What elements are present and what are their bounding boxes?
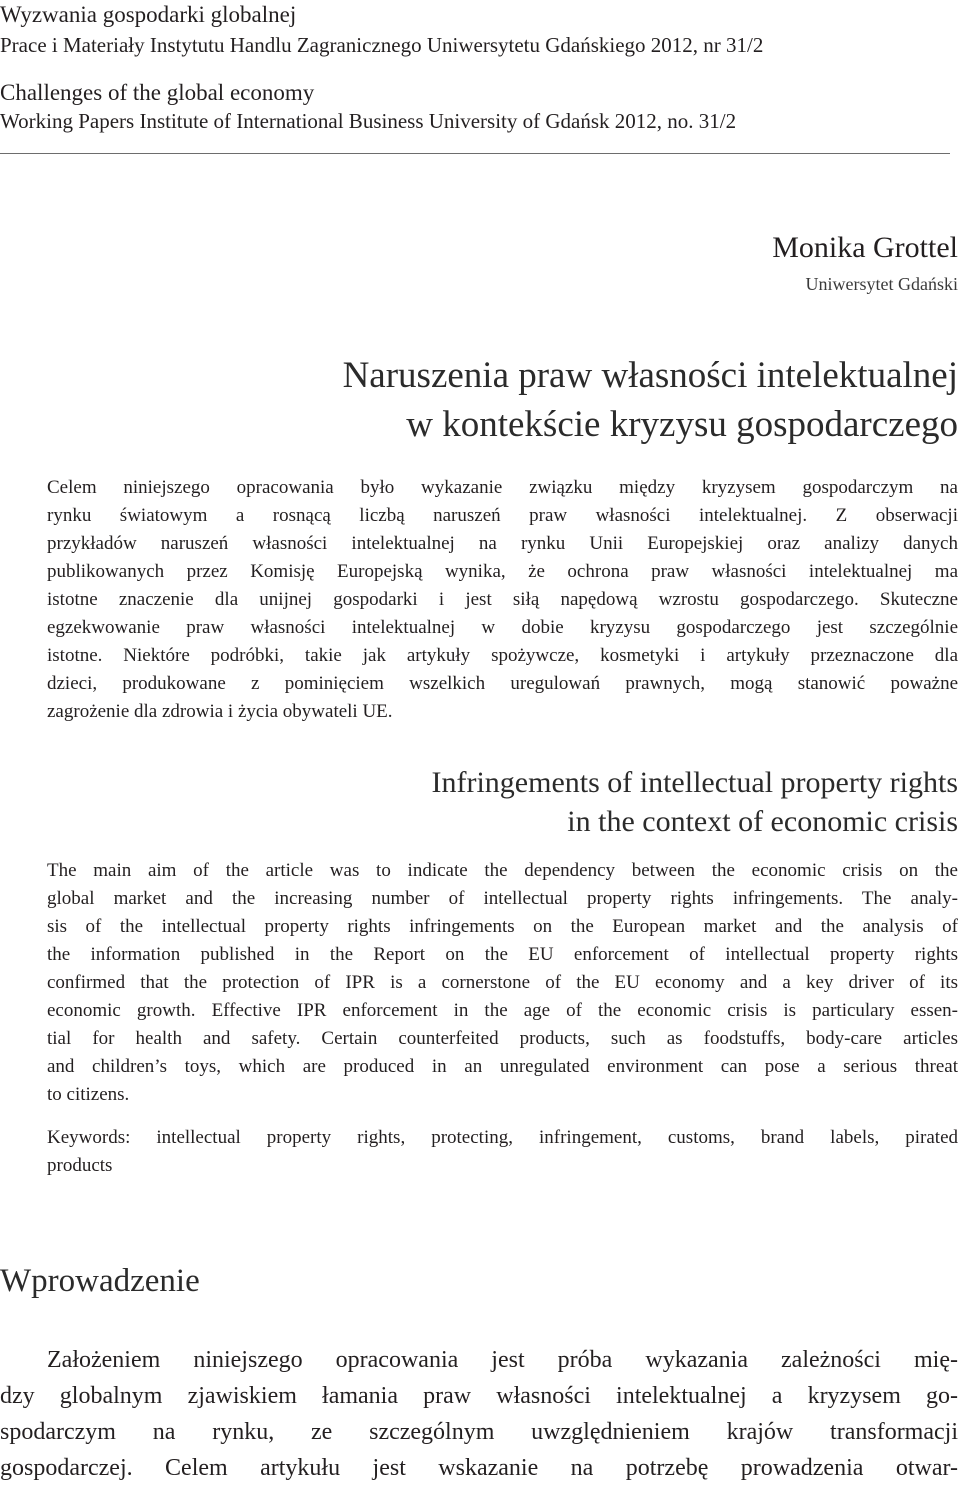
author-affiliation: Uniwersytet Gdański <box>805 274 958 294</box>
abstract-en-line: and children’s toys, which are produced in an unregulated environment can pose a serious threat <box>47 1056 958 1077</box>
title-pl-line: Naruszenia praw własności intelektualnej <box>342 355 958 396</box>
body-line: spodarczym na rynku, ze szczególnym uwzględnieniem krajów transformacji <box>0 1419 958 1445</box>
author-name: Monika Grottel <box>772 231 958 264</box>
abstract-en-line: to citizens. <box>47 1084 130 1105</box>
article-title-en <box>0 763 958 841</box>
body-line: Założeniem niniejszego opracowania jest próba wykazania zależności mię- <box>47 1347 958 1373</box>
section-heading: Wprowadzenie <box>0 1263 200 1299</box>
title-en-line: Infringements of intellectual property rights <box>431 766 958 799</box>
abstract-pl-line: egzekwowanie praw własności intelektualnej w dobie kryzysu gospodarczego jest szczególnie <box>47 617 958 638</box>
abstract-pl-line: dzieci, produkowane z pominięciem wszelkich uregulowań prawnych, mogą stanowić poważne <box>47 673 958 694</box>
title-en-line: in the context of economic crisis <box>567 805 958 838</box>
abstract-en-line: the information published in the Report on the EU enforcement of intellectual property rights <box>47 944 958 965</box>
keywords <box>47 1124 958 1180</box>
abstract-pl-line: rynku światowym a rosnącą liczbą naruszeń praw własności intelektualnej. Z obserwacji <box>47 505 958 526</box>
journal-title-en: Challenges of the global economy <box>0 80 315 105</box>
series-title-en: Working Papers Institute of International Business University of Gdańsk 2012, no. 31/2 <box>0 109 737 133</box>
abstract-pl <box>47 474 958 726</box>
abstract-en-line: The main aim of the article was to indicate the dependency between the economic crisis on the <box>47 860 958 881</box>
abstract-en-line: tial for health and safety. Certain counterfeited products, such as foodstuffs, body-care articles <box>47 1028 958 1049</box>
abstract-pl-line: istotne znaczenie dla unijnej gospodarki i jest siłą napędową wzrostu gospodarczego. Skuteczne <box>47 589 958 610</box>
keywords-line: products <box>47 1155 113 1176</box>
abstract-en-line: global market and the increasing number of intellectual property rights infringements. The analy- <box>47 888 958 909</box>
title-pl-line: w kontekście kryzysu gospodarczego <box>406 404 958 445</box>
header-divider <box>0 153 950 154</box>
body-line: dzy globalnym zjawiskiem łamania praw własności intelektualnej a kryzysem go- <box>0 1383 958 1409</box>
abstract-pl-line: istotne. Niektóre podróbki, takie jak artykuły spożywcze, kosmetyki i artykuły przeznaczone dla <box>47 645 958 666</box>
series-title-pl: Prace i Materiały Instytutu Handlu Zagranicznego Uniwersytetu Gdańskiego 2012, nr 31/2 <box>0 33 764 57</box>
article-title-pl <box>0 351 958 449</box>
body-line: gospodarczej. Celem artykułu jest wskazanie na potrzebę prowadzenia otwar- <box>0 1455 958 1481</box>
abstract-pl-line: Celem niniejszego opracowania było wykazanie związku między kryzysem gospodarczym na <box>47 477 958 498</box>
journal-title-pl: Wyzwania gospodarki globalnej <box>0 2 297 27</box>
abstract-pl-line: zagrożenie dla zdrowia i życia obywateli UE. <box>47 701 393 722</box>
abstract-pl-line: publikowanych przez Komisję Europejską wynika, że ochrona praw własności intelektualnej ma <box>47 561 958 582</box>
abstract-en-line: sis of the intellectual property rights infringements on the European market and the analysis of <box>47 916 958 937</box>
abstract-en-line: economic growth. Effective IPR enforcement in the age of the economic crisis is particulary essen- <box>47 1000 958 1021</box>
keywords-line: Keywords: intellectual property rights, protecting, infringement, customs, brand labels, pirated <box>47 1127 958 1148</box>
abstract-en-line: confirmed that the protection of IPR is a cornerstone of the EU economy and a key driver of its <box>47 972 958 993</box>
body-paragraph <box>0 1342 958 1486</box>
abstract-pl-line: przykładów naruszeń własności intelektualnej na rynku Unii Europejskiej oraz analizy danych <box>47 533 958 554</box>
abstract-en <box>47 857 958 1109</box>
